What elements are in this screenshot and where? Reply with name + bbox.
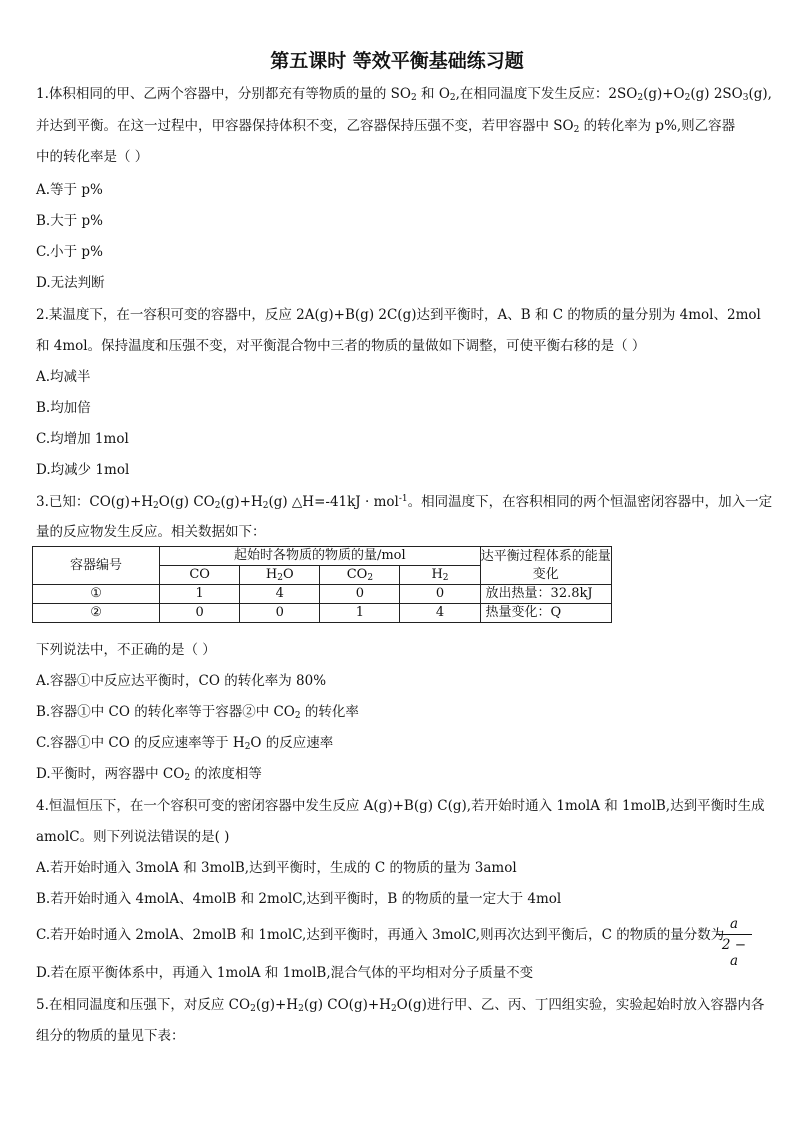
table-cell: 4	[240, 585, 320, 604]
q4-option-b: B.若开始时通入 4molA、4molB 和 2molC,达到平衡时，B 的物质的量一定大于 4mol	[36, 891, 562, 907]
q3-line-2: 量的反应物发生反应。相关数据如下：	[36, 524, 266, 540]
table-header-h2: $H_2$	[400, 566, 480, 585]
table-cell: 0	[320, 585, 400, 604]
table-header-co2: $CO_2$	[320, 566, 400, 585]
q1-option-d: D.无法判断	[36, 275, 105, 291]
q2-line-2: 和 4mol。保持温度和压强不变，对平衡混合物中三者的物质的量做如下调整，可使平衡右移的是（ ）	[36, 338, 646, 354]
q3-data-table	[32, 546, 612, 623]
q2-option-c: C.均增加 1mol	[36, 431, 129, 447]
q3-option-b: B.容器①中 CO 的转化率等于容器②中 $CO_2$ 的转化率	[36, 704, 359, 721]
fraction-bar	[716, 934, 752, 935]
page-title: 第五课时 等效平衡基础练习题	[270, 50, 524, 72]
q4-line-1: 4.恒温恒压下，在一个容积可变的密闭容器中发生反应 A(g)+B(g) C(g),若开始时通入 1molA 和 1molB,达到平衡时生成	[36, 798, 765, 814]
table-cell: 放出热量：32.8kJ	[480, 585, 611, 604]
fraction-denominator: 2 − a	[721, 937, 747, 969]
q2-option-a: A.均减半	[36, 369, 91, 385]
table-row	[33, 604, 612, 623]
table-header-co: CO	[160, 566, 240, 585]
table-header-h2o: $H_2O$	[240, 566, 320, 585]
table-row	[33, 585, 612, 604]
q1-line-3: 中的转化率是（ ）	[36, 149, 149, 165]
table-cell: ②	[33, 604, 160, 623]
q1-option-b: B.大于 p%	[36, 213, 103, 229]
q5-line-1: 5.在相同温度和压强下，对反应 $CO_2(g)+H_2(g)$ $CO(g)+H_2O(g)$进行甲、乙、丙、丁四组实验，实验起始时放入容器内各	[36, 997, 765, 1014]
table-cell: 4	[400, 604, 480, 623]
q4-option-c: C.若开始时通入 2molA、2molB 和 1molC,达到平衡时，再通入 3molC,则再次达到平衡后，C 的物质的量分数为	[36, 927, 725, 943]
q3-option-c: C.容器①中 CO 的反应速率等于 $H_2O$ 的反应速率	[36, 735, 334, 752]
q1-option-c: C.小于 p%	[36, 244, 103, 260]
table-cell: ①	[33, 585, 160, 604]
q1-option-a: A.等于 p%	[36, 182, 103, 198]
q2-option-b: B.均加倍	[36, 400, 91, 416]
table-cell: 0	[160, 604, 240, 623]
table-cell: 0	[400, 585, 480, 604]
q4-option-a: A.若开始时通入 3molA 和 3molB,达到平衡时，生成的 C 的物质的量为 3amol	[36, 860, 517, 876]
table-cell: 1	[320, 604, 400, 623]
table-cell: 热量变化：Q	[480, 604, 611, 623]
table-header-group: 起始时各物质的物质的量/mol	[160, 547, 480, 566]
q2-option-d: D.均减少 1mol	[36, 462, 130, 478]
q3-option-d: D.平衡时，两容器中 $CO_2$ 的浓度相等	[36, 766, 262, 783]
q3-line-1: 3.已知：$CO(g)+H_2O(g)$ $CO_2(g)+H_2(g)$ △H=-41kJ · mol$^{-1}$。相同温度下，在容积相同的两个恒温密闭容器中，加入一定	[36, 494, 773, 511]
q3-prompt: 下列说法中，不正确的是（ ）	[36, 642, 216, 658]
q3-option-a: A.容器①中反应达平衡时，CO 的转化率为 80%	[36, 673, 327, 689]
q4-option-d: D.若在原平衡体系中，再通入 1molA 和 1molB,混合气体的平均相对分子质量不变	[36, 965, 534, 981]
fraction-numerator: a	[729, 916, 739, 932]
q1-line-1: 1.体积相同的甲、乙两个容器中，分别都充有等物质的量的 $SO_2$ 和 $O_2$,在相同温度下发生反应：$2SO_2(g)+O_2(g)$ $2SO_3(g)$,	[36, 86, 772, 103]
table-cell: 0	[240, 604, 320, 623]
table-cell: 1	[160, 585, 240, 604]
q4-line-2: amolC。则下列说法错误的是( )	[36, 829, 230, 845]
q2-line-1: 2.某温度下，在一容积可变的容器中，反应 2A(g)+B(g) 2C(g)达到平衡时，A、B 和 C 的物质的量分别为 4mol、2mol	[36, 307, 761, 323]
q5-line-2: 组分的物质的量见下表：	[36, 1028, 185, 1044]
q4-fraction	[716, 916, 752, 969]
table-header-id: 容器编号	[33, 547, 160, 585]
q1-line-2: 并达到平衡。在这一过程中，甲容器保持体积不变，乙容器保持压强不变，若甲容器中 $SO_2$ 的转化率为 p%,则乙容器	[36, 118, 736, 135]
table-header-energy: 达平衡过程体系的能量变化	[480, 547, 611, 585]
